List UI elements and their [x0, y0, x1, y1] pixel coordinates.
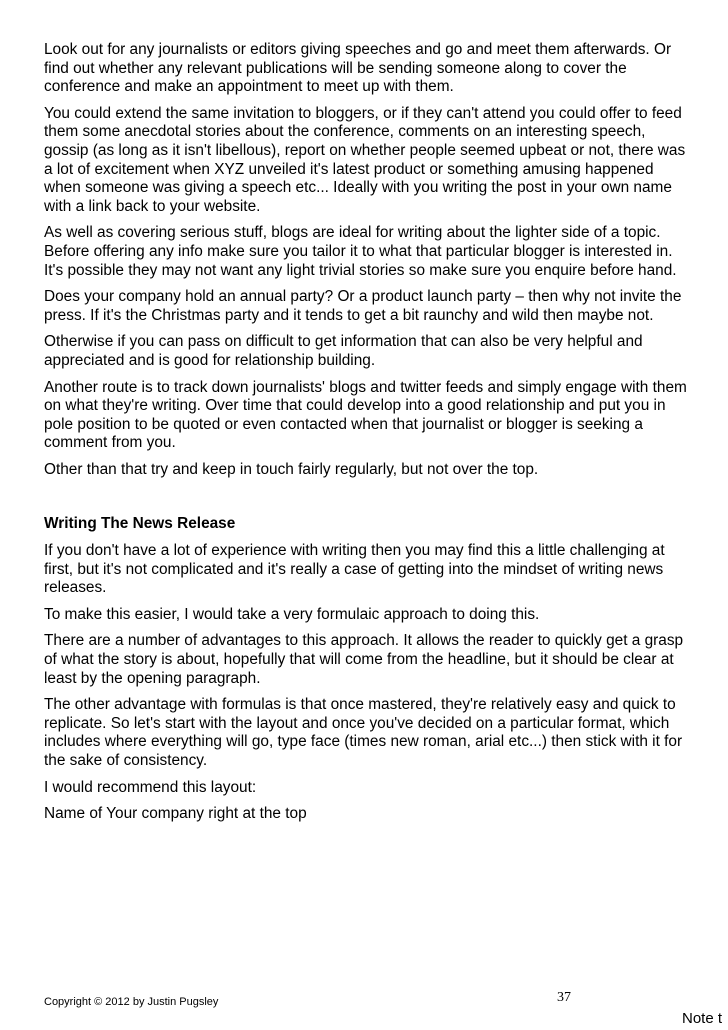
- paragraph: Other than that try and keep in touch fairly regularly, but not over the top.: [44, 460, 539, 478]
- paragraph: I would recommend this layout:: [44, 778, 257, 796]
- paragraph: You could extend the same invitation to bloggers, or if they can't attend you could offer to feed them some anecdotal stories about the conference, comments on an interesting speech, gossip (as long as it isn't libellous), report on whether people seemed upbeat or not, there was a lot of excitement when XYZ unveiled it's latest product or something amusing happened when someone was giving a speech etc... Ideally with you writing the post in your own name with a link back to your website.: [44, 104, 686, 215]
- paragraph: If you don't have a lot of experience with writing then you may find this a little challenging at first, but it's not complicated and it's really a case of getting into the mindset of writing news releases.: [44, 542, 665, 597]
- paragraph: Otherwise if you can pass on difficult to get information that can also be very helpful and appreciated and is good for relationship building.: [44, 333, 643, 369]
- paragraph: Look out for any journalists or editors giving speeches and go and meet them afterwards. Or find out whether any relevant publications will be sending someone along to cover the conference and make an appointment to meet up with them.: [44, 41, 672, 96]
- paragraph: Does your company hold an annual party? Or a product launch party – then why not invite the press. If it's the Christmas party and it tends to get a bit raunchy and wild then maybe not.: [44, 288, 682, 324]
- paragraph: As well as covering serious stuff, blogs are ideal for writing about the lighter side of a topic. Before offering any info make sure you tailor it to what that particular blogger is interested in. It's possible they may not want any light trivial stories so make sure you enquire before hand.: [44, 224, 677, 279]
- page-body: [44, 41, 688, 832]
- section-heading: Writing The News Release: [44, 515, 236, 533]
- paragraph: Name of Your company right at the top: [44, 805, 307, 823]
- paragraph: To make this easier, I would take a very formulaic approach to doing this.: [44, 605, 540, 623]
- paragraph: The other advantage with formulas is that once mastered, they're relatively easy and quick to replicate. So let's start with the layout and once you've decided on a particular format, which includes where everything will go, type face (times new roman, arial etc...) then stick with it for the sake of consistency.: [44, 696, 683, 769]
- page-number: 37: [557, 990, 571, 1005]
- paragraph: There are a number of advantages to this approach. It allows the reader to quickly get a grasp of what the story is about, hopefully that will come from the headline, but it should be clear at least by the opening paragraph.: [44, 632, 684, 687]
- paragraph: Another route is to track down journalists' blogs and twitter feeds and simply engage with them on what they're writing. Over time that could develop into a good relationship and put you in pole position to be quoted or even contacted when that journalist or blogger is seeking a comment from you.: [44, 378, 687, 452]
- footer-copyright: Copyright © 2012 by Justin Pugsley: [44, 996, 219, 1008]
- corner-note: Note t: [682, 1010, 723, 1027]
